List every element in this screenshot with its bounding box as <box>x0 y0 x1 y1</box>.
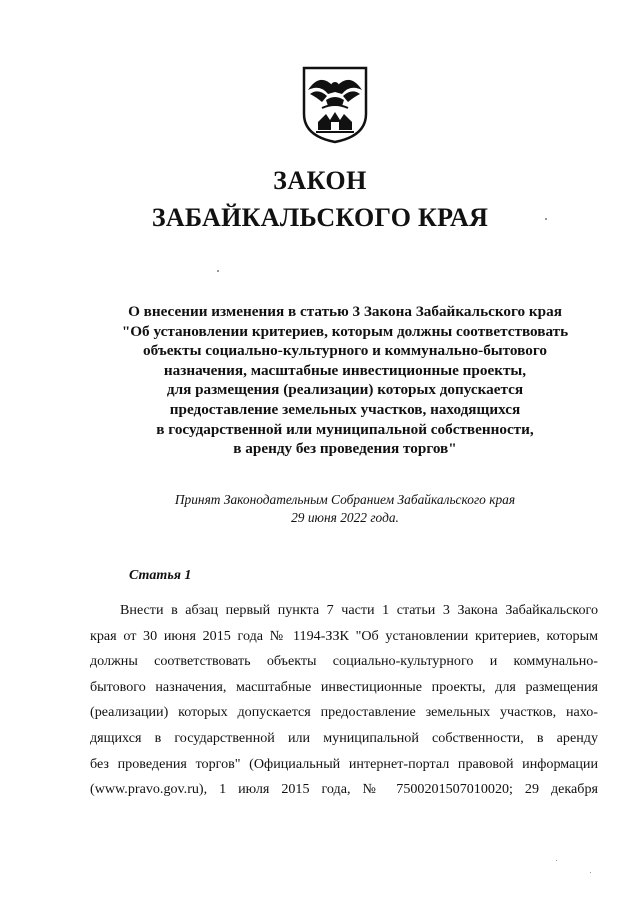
scan-speck <box>556 860 557 861</box>
scan-speck <box>590 872 591 873</box>
article-heading: Статья 1 <box>129 568 192 583</box>
subject-line: в государственной или муниципальной собственности, <box>156 420 534 438</box>
subject-line: для размещения (реализации) которых допускается <box>166 381 524 399</box>
article-body <box>90 598 598 803</box>
body-line: края от 30 июня 2015 года № 1194-ЗЗК "Об установлении критериев, которым <box>90 627 598 644</box>
adoption-note <box>150 491 540 527</box>
law-subject <box>60 302 630 459</box>
adoption-line: Принят Законодательным Собранием Забайкальского края <box>174 492 516 507</box>
document-subtitle: ЗАБАЙКАЛЬСКОГО КРАЯ <box>151 203 489 232</box>
subject-line: О внесении изменения в статью 3 Закона Забайкальского края <box>128 303 562 320</box>
subject-line: объекты социально-культурного и коммунально-бытового <box>143 342 547 360</box>
subject-line: предоставление земельных участков, находящихся <box>169 400 521 418</box>
body-line: бытового назначения, масштабные инвестиционные проекты, для размещения <box>90 678 598 695</box>
body-line: Внести в абзац первый пункта 7 части 1 статьи 3 Закона Забайкальского <box>120 602 598 618</box>
scan-speck <box>217 270 219 272</box>
adoption-date: 29 июня 2022 года. <box>291 510 399 525</box>
body-line: дящихся в государственной или муниципальной собственности, в аренду <box>90 729 598 746</box>
subject-line: в аренду без проведения торгов" <box>233 440 457 458</box>
body-line: (реализации) которых допускается предоставление земельных участков, нахо- <box>90 704 598 721</box>
body-line: должны соответствовать объекты социально-культурного и коммунально- <box>90 653 598 670</box>
scan-speck <box>545 218 547 220</box>
body-line: (www.pravo.gov.ru), 1 июля 2015 года, № 7500201507010020; 29 декабря <box>90 781 598 798</box>
body-line: без проведения торгов" (Официальный интернет-портал правовой информации <box>90 755 598 772</box>
coat-of-arms-icon <box>300 64 370 144</box>
document-title: ЗАКОН <box>273 166 367 195</box>
subject-line: "Об установлении критериев, которым должны соответствовать <box>121 322 569 340</box>
subject-line: назначения, масштабные инвестиционные проекты, <box>163 361 527 379</box>
